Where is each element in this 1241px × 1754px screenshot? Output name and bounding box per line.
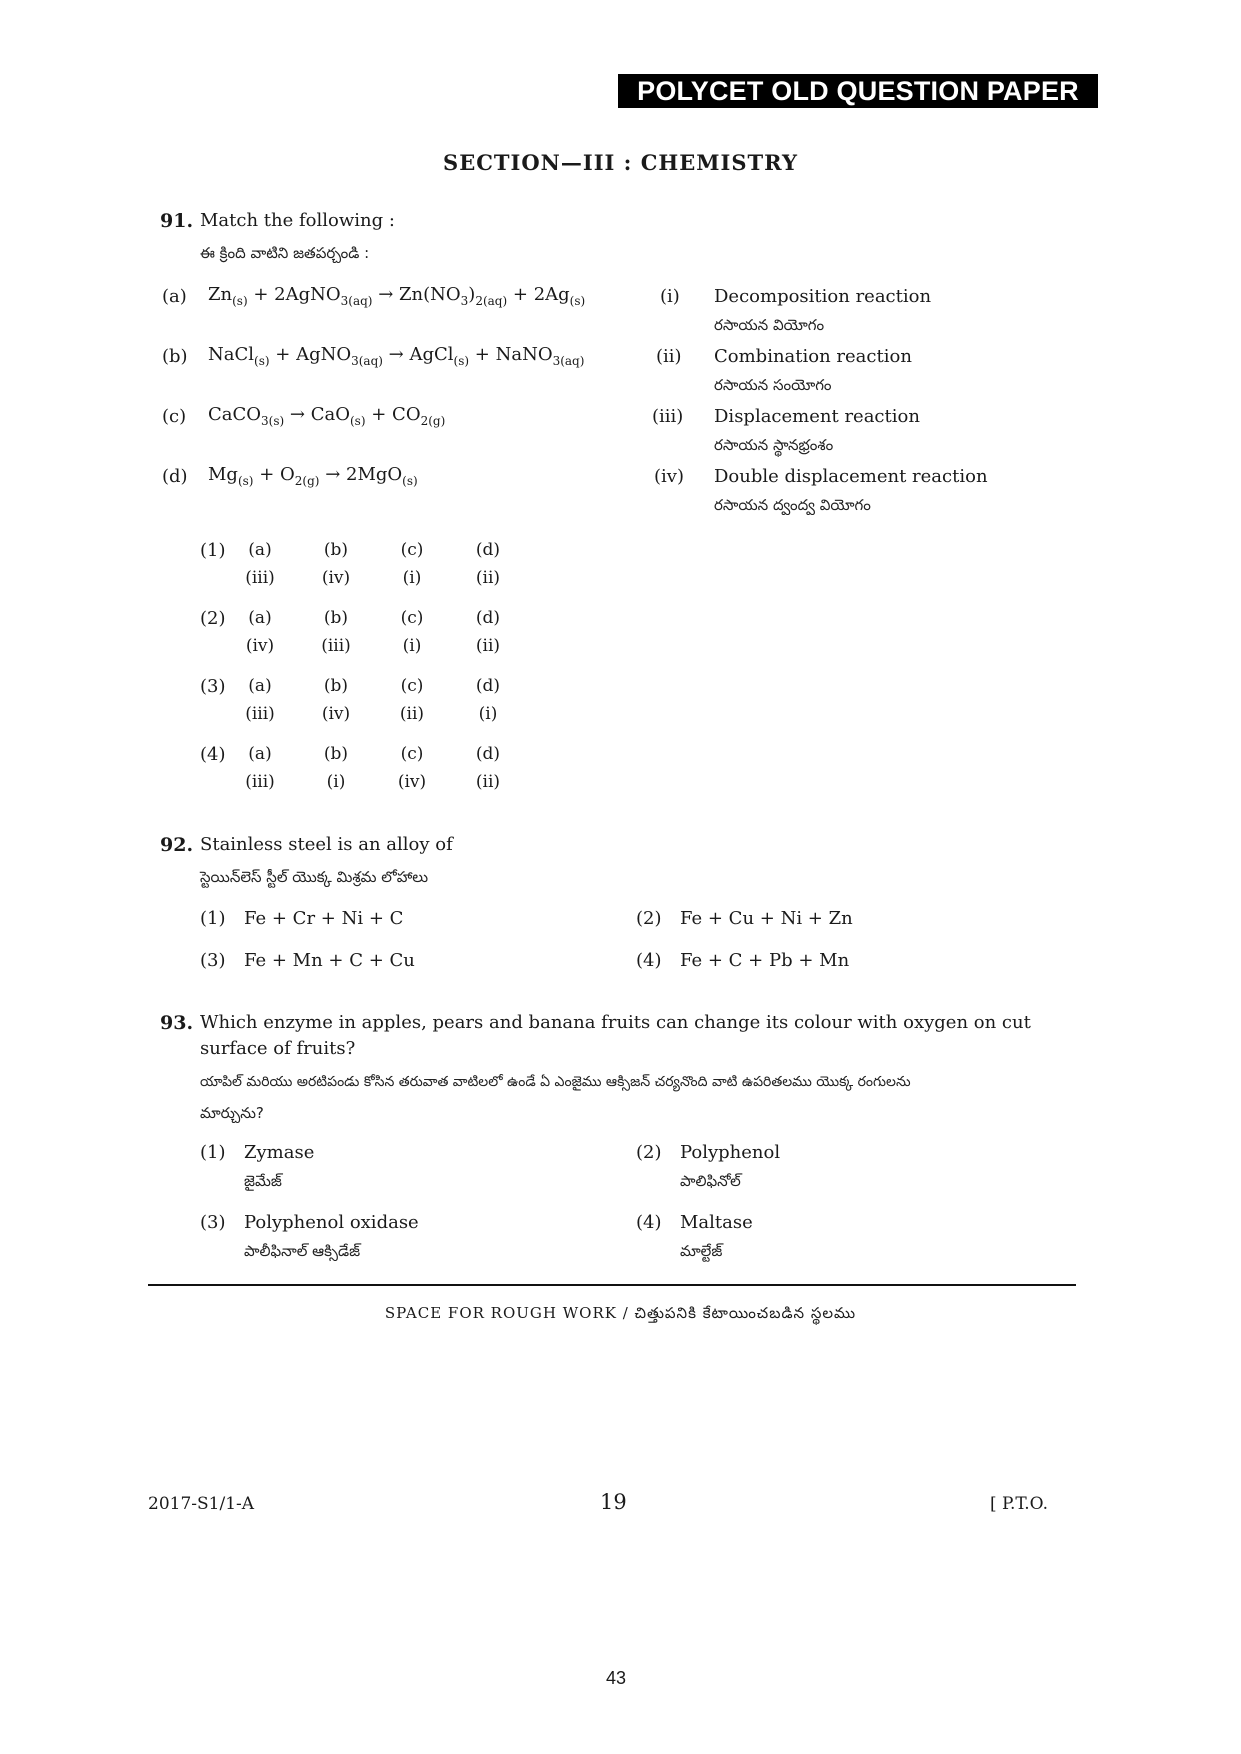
reaction-type-i-telugu: రసాయన వియోగం xyxy=(714,316,825,334)
reaction-type-label-ii: (ii) xyxy=(656,346,682,367)
option-value: (ii) xyxy=(475,636,501,656)
option-number: (3) xyxy=(200,676,226,697)
header-banner: POLYCET OLD QUESTION PAPER xyxy=(618,74,1098,108)
option-value: (i) xyxy=(478,704,498,724)
option-value: (iv) xyxy=(245,636,275,656)
option-number: (4) xyxy=(636,1212,662,1233)
option-head: (a) xyxy=(248,608,272,628)
answer-option-1[interactable]: Fe + Cr + Ni + C xyxy=(244,908,404,929)
reaction-label-a: (a) xyxy=(162,286,187,307)
option-value: (i) xyxy=(402,636,422,656)
reaction-type-iii-telugu: రసాయన స్థానభ్రంశం xyxy=(714,436,834,454)
question-text: Stainless steel is an alloy of xyxy=(200,834,453,855)
section-title: SECTION—III : CHEMISTRY xyxy=(443,150,798,175)
reaction-type-iii: Displacement reaction xyxy=(714,406,920,427)
option-value: (iv) xyxy=(321,568,351,588)
option-text: Zymase xyxy=(244,1142,315,1163)
rough-work-label: SPACE FOR ROUGH WORK / చిత్తుపనికి కేటాయించబడిన స్థలము xyxy=(384,1304,857,1322)
option-value: (i) xyxy=(326,772,346,792)
option-text: Polyphenol oxidase xyxy=(244,1212,419,1233)
option-text-telugu: మాల్టేజ్ xyxy=(680,1242,723,1260)
option-head: (b) xyxy=(323,540,349,560)
option-value: (iv) xyxy=(321,704,351,724)
reaction-equation-b: NaCl$_{(s)}$ + AgNO$_{3(aq)}$ → AgCl$_{(s)}$ + NaNO$_{3(aq)}$ xyxy=(208,344,585,368)
option-number: (1) xyxy=(200,540,226,561)
option-head: (d) xyxy=(475,744,501,764)
reaction-type-ii: Combination reaction xyxy=(714,346,912,367)
option-head: (c) xyxy=(400,608,424,628)
reaction-equation-d: $Mg_{(s)} + O_{2(g)} \to 2MgO_{(s)}$ xyxy=(208,464,418,488)
option-head: (a) xyxy=(248,676,272,696)
paper-code: 2017-S1/1-A xyxy=(148,1494,255,1514)
document-page-number: 43 xyxy=(606,1668,627,1688)
question-text-line1: Which enzyme in apples, pears and banana fruits can change its colour with oxygen on cut xyxy=(200,1012,1031,1033)
option-number: (2) xyxy=(636,1142,662,1163)
divider-line xyxy=(148,1284,1076,1286)
option-value: (iii) xyxy=(245,704,275,724)
answer-option-3[interactable]: Fe + Mn + C + Cu xyxy=(244,950,415,971)
option-text-telugu: జైమేజ్ xyxy=(244,1172,282,1190)
option-number: (3) xyxy=(200,950,226,971)
option-text-telugu: పాలీఫినాల్ ఆక్సిడేజ్ xyxy=(244,1242,361,1260)
option-value: (iv) xyxy=(397,772,427,792)
reaction-type-ii-telugu: రసాయన సంయోగం xyxy=(714,376,832,394)
option-number: (3) xyxy=(200,1212,226,1233)
answer-option-4[interactable]: Fe + C + Pb + Mn xyxy=(680,950,850,971)
option-value: (iii) xyxy=(321,636,351,656)
option-value: (ii) xyxy=(399,704,425,724)
answer-option-2[interactable]: Fe + Cu + Ni + Zn xyxy=(680,908,853,929)
option-head: (d) xyxy=(475,608,501,628)
option-number: (4) xyxy=(636,950,662,971)
option-head: (b) xyxy=(323,744,349,764)
option-head: (d) xyxy=(475,676,501,696)
reaction-type-label-iii: (iii) xyxy=(652,406,684,427)
option-head: (c) xyxy=(400,540,424,560)
option-head: (a) xyxy=(248,540,272,560)
reaction-type-iv: Double displacement reaction xyxy=(714,466,988,487)
option-text: Polyphenol xyxy=(680,1142,781,1163)
option-value: (ii) xyxy=(475,772,501,792)
option-value: (i) xyxy=(402,568,422,588)
option-value: (ii) xyxy=(475,568,501,588)
question-text: Match the following : xyxy=(200,210,395,231)
option-text: Maltase xyxy=(680,1212,753,1233)
reaction-equation-a: $Zn_{(s)}$ + 2AgNO$_{3(aq)}$ → $Zn(NO_3)_{2(aq)} + 2Ag_{(s)}$ xyxy=(208,284,586,308)
reaction-type-label-iv: (iv) xyxy=(654,466,684,487)
reaction-label-c: (c) xyxy=(162,406,187,427)
reaction-type-i: Decomposition reaction xyxy=(714,286,932,307)
reaction-label-b: (b) xyxy=(162,346,188,367)
option-text-telugu: పాలిఫినోల్ xyxy=(680,1172,741,1190)
exam-page-number: 19 xyxy=(600,1490,627,1514)
question-number: 93. xyxy=(160,1012,194,1034)
question-text-telugu: స్టెయిన్‌లెస్ స్టీల్ యొక్క మిశ్రమ లోహాలు xyxy=(200,868,429,886)
option-number: (2) xyxy=(636,908,662,929)
option-number: (2) xyxy=(200,608,226,629)
option-number: (1) xyxy=(200,908,226,929)
question-text-telugu-line1: యాపిల్ మరియు అరటిపండు కోసిన తరువాత వాటిలలో ఉండే ఏ ఎంజైము ఆక్సిజన్ చర్యనొంది వాటి ఉపరితలము యొక్క రంగులను xyxy=(200,1074,911,1090)
question-number: 92. xyxy=(160,834,194,856)
pto-label: [ P.T.O. xyxy=(990,1494,1049,1514)
reaction-label-d: (d) xyxy=(162,466,188,487)
question-text-telugu-line2: మార్చును? xyxy=(200,1104,264,1122)
option-head: (b) xyxy=(323,608,349,628)
question-text-line2: surface of fruits? xyxy=(200,1038,356,1059)
option-head: (c) xyxy=(400,744,424,764)
reaction-type-iv-telugu: రసాయన ద్వంద్వ వియోగం xyxy=(714,496,871,514)
option-value: (iii) xyxy=(245,568,275,588)
option-head: (b) xyxy=(323,676,349,696)
option-head: (a) xyxy=(248,744,272,764)
reaction-type-label-i: (i) xyxy=(660,286,680,307)
question-number: 91. xyxy=(160,210,194,232)
option-value: (iii) xyxy=(245,772,275,792)
option-head: (d) xyxy=(475,540,501,560)
option-head: (c) xyxy=(400,676,424,696)
reaction-equation-c: CaCO$_{3(s)}$ → $CaO_{(s)} + CO_{2(g)}$ xyxy=(208,404,446,428)
option-number: (1) xyxy=(200,1142,226,1163)
option-number: (4) xyxy=(200,744,226,765)
question-text-telugu: ఈ క్రింది వాటిని జతపర్చండి : xyxy=(200,244,370,262)
